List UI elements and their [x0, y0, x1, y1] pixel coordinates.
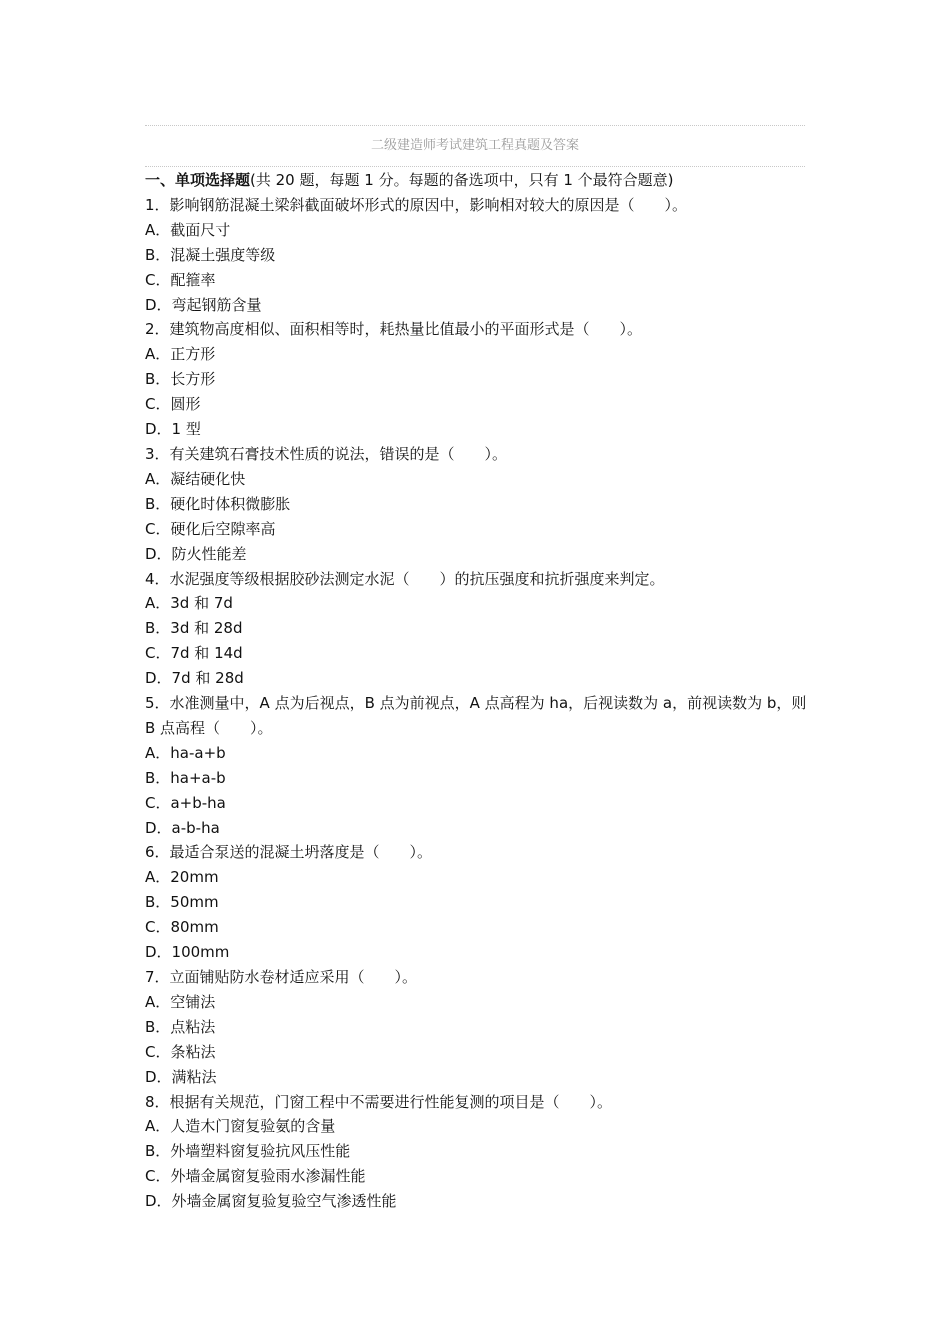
question-4 [145, 567, 810, 692]
answer-option: B．3d 和 28d [145, 619, 243, 638]
answer-option: D．弯起钢筋含量 [145, 295, 262, 314]
answer-option: C．外墙金属窗复验雨水渗漏性能 [145, 1167, 366, 1186]
answer-option: B．50mm [145, 893, 219, 912]
question-6 [145, 840, 810, 965]
answer-option: A．凝结硬化快 [145, 469, 246, 488]
question-2 [145, 317, 810, 442]
question-stem: 3．有关建筑石膏技术性质的说法，错误的是（ ）。 [145, 444, 508, 463]
answer-option: A．人造木门窗复验氨的含量 [145, 1117, 336, 1136]
answer-option: C．配箍率 [145, 270, 216, 289]
question-stem: 7．立面铺贴防水卷材适应采用（ ）。 [145, 968, 418, 986]
answer-option: A．正方形 [145, 345, 216, 364]
answer-option: D．100mm [145, 943, 230, 962]
answer-option: C．80mm [145, 918, 219, 937]
section-title: 一、单项选择题 [145, 171, 251, 189]
answer-option: B．硬化时体积微膨胀 [145, 494, 291, 513]
header-divider-bottom [145, 166, 805, 167]
question-1 [145, 193, 810, 318]
answer-option: B．点粘法 [145, 1017, 216, 1036]
answer-option: A．空铺法 [145, 992, 216, 1011]
answer-option: A．20mm [145, 868, 219, 887]
answer-option: D．防火性能差 [145, 544, 247, 563]
answer-option: D．7d 和 28d [145, 669, 244, 688]
question-stem: 1．影响钢筋混凝土梁斜截面破坏形式的原因中，影响相对较大的原因是（ ）。 [145, 195, 688, 214]
section-note: (共 20 题，每题 1 分。每题的备选项中，只有 1 个最符合题意) [250, 171, 674, 189]
page-header-title: 二级建造师考试建筑工程真题及答案 [370, 138, 579, 153]
answer-option: D．1 型 [145, 420, 201, 439]
answer-option: B．外墙塑料窗复验抗风压性能 [145, 1142, 351, 1161]
question-8 [145, 1090, 810, 1215]
answer-option: B．混凝土强度等级 [145, 245, 276, 264]
header-divider-top [145, 125, 805, 126]
answer-option: A．ha-a+b [145, 743, 226, 762]
question-stem: 2．建筑物高度相似、面积相等时，耗热量比值最小的平面形式是（ ）。 [145, 320, 643, 339]
answer-option: A．3d 和 7d [145, 594, 233, 613]
question-5 [145, 691, 810, 840]
answer-option: C．条粘法 [145, 1042, 216, 1061]
question-stem: 8．根据有关规范，门窗工程中不需要进行性能复测的项目是（ ）。 [145, 1092, 613, 1111]
answer-option: D．外墙金属窗复验复验空气渗透性能 [145, 1192, 397, 1211]
question-stem: 5．水准测量中，A 点为后视点，B 点为前视点，A 点高程为 ha，后视读数为 a，前视读数为 b，则 B 点高程（ ）。 [145, 694, 812, 737]
answer-option: C．a+b-ha [145, 793, 226, 812]
answer-option: D．a-b-ha [145, 818, 220, 837]
document-body [145, 168, 810, 1214]
answer-option: D．满粘法 [145, 1067, 217, 1086]
question-stem: 6．最适合泵送的混凝土坍落度是（ ）。 [145, 843, 433, 862]
answer-option: C．7d 和 14d [145, 644, 243, 663]
question-3 [145, 442, 810, 567]
answer-option: C．圆形 [145, 395, 201, 414]
question-stem: 4．水泥强度等级根据胶砂法测定水泥（ ）的抗压强度和抗折强度来判定。 [145, 569, 665, 588]
question-7 [145, 965, 810, 1090]
answer-option: A．截面尺寸 [145, 220, 231, 239]
section-heading [145, 168, 810, 193]
answer-option: B．长方形 [145, 370, 216, 389]
answer-option: C．硬化后空隙率高 [145, 519, 276, 538]
answer-option: B．ha+a-b [145, 768, 226, 787]
